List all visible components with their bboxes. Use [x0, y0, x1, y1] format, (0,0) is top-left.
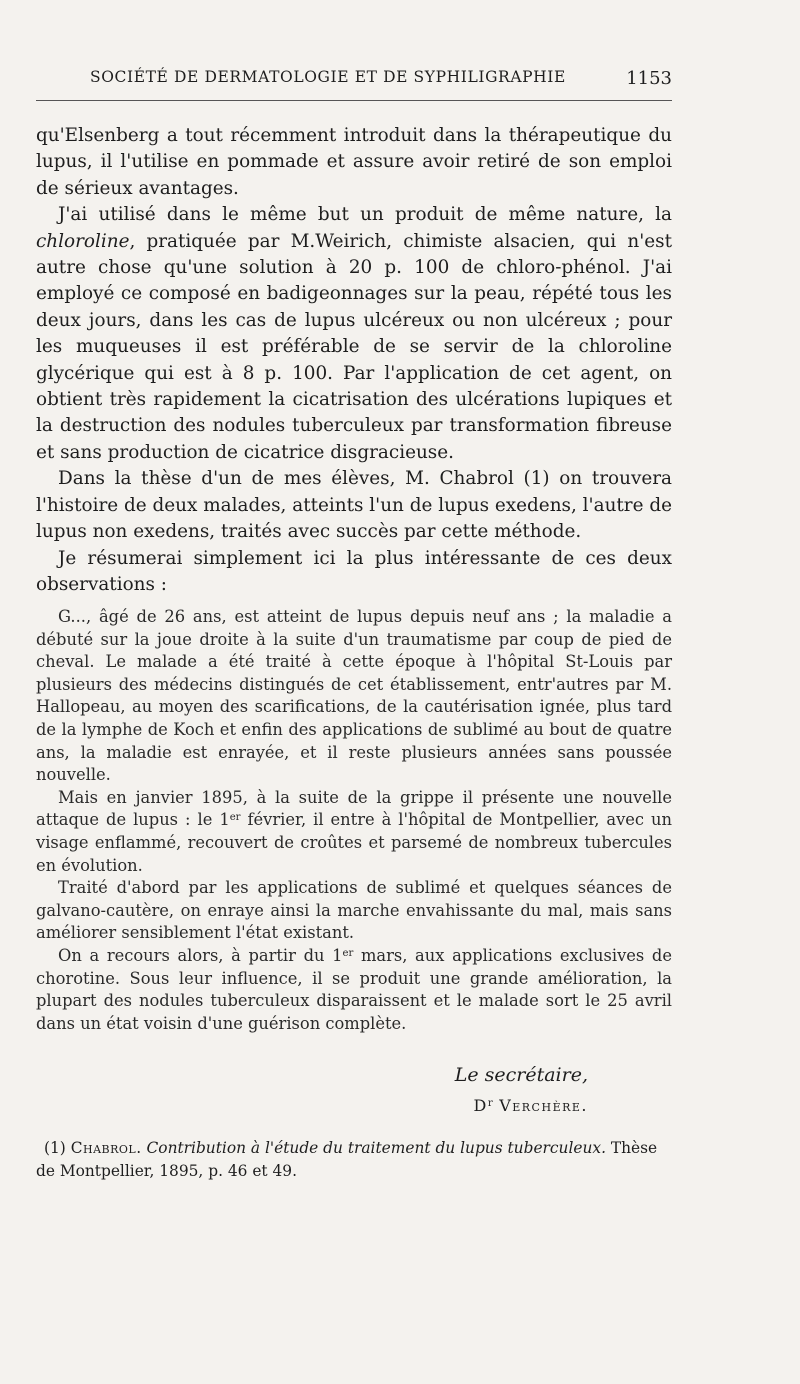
footnote-line: de Montpellier, 1895, p. 46 et 49.	[36, 1162, 297, 1180]
footnote-title: Contribution à l'étude du traitement du lupus tuberculeux.	[146, 1139, 606, 1157]
paragraph: Je résumerai simplement ici la plus intéressante de ces deux observations :	[36, 547, 672, 595]
footnote	[36, 1137, 672, 1183]
paragraph: qu'Elsenberg a tout récemment introduit dans la thérapeutique du lupus, il l'utilise en pommade et assure avoir retiré de son emploi de sérieux avantages.	[36, 125, 672, 199]
paragraph: Mais en janvier 1895, à la suite de la grippe il présente une nouvelle attaque de lupus : le 1er février, il entre à l'hôpital de Montpellier, avec un visage enflammé, recouvert de croûtes et parsemé de nombreux tubercules en évolution.	[36, 787, 672, 875]
paragraph: Dans la thèse d'un de mes élèves, M. Chabrol (1) on trouvera l'histoire de deux malades, atteints l'un de lupus exedens, l'autre de lupus non exedens, traités avec succès par cette méthode.	[36, 468, 672, 543]
signer-role: Le secrétaire,	[454, 1064, 588, 1086]
signature-block	[455, 1064, 588, 1115]
signer-name: $D^r$ Verchère.	[473, 1096, 588, 1115]
running-title: SOCIÉTÉ DE DERMATOLOGIE ET DE SYPHILIGRAPHIE	[90, 68, 566, 86]
header-rule	[36, 100, 672, 101]
paragraph: Traité d'abord par les applications de sublimé et quelques séances de galvano-cautère, on enraye ainsi la marche envahissante du mal, mais sans améliorer sensiblement l'état existant.	[36, 878, 672, 943]
body-text	[36, 123, 672, 598]
paragraph: J'ai utilisé dans le même but un produit de même nature, la chloroline, pratiquée par M.Weirich, chimiste alsacien, qui n'est autre chose qu'une solution à 20 p. 100 de chloro-phénol. J'ai employé ce composé en badigeonnages sur la peau, répété tous les deux jours, dans les cas de lupus ulcéreux ou non ulcéreux ; pour les muqueuses il est préférable de se servir de la chloroline glycérique qui est à 8 p. 100. Par l'application de cet agent, on obtient très rapidement la cicatrisation des ulcérations lupiques et la destruction des nodules tuberculeux par transformation fibreuse et sans production de cicatrice disgracieuse.	[36, 204, 672, 463]
paragraph: G..., âgé de 26 ans, est atteint de lupus depuis neuf ans ; la maladie a débuté sur la joue droite à la suite d'un traumatisme par coup de pied de cheval. Le malade a été traité à cette époque à l'hôpital St-Louis par plusieurs des médecins distingués de cet établissement, entr'autres par M. Hallopeau, au moyen des scarifications, de la cautérisation ignée, plus tard de la lymphe de Koch et enfin des applications de sublimé au bout de quatre ans, la maladie est enrayée, et il reste plusieurs années sans poussée nouvelle.	[36, 607, 672, 785]
page-number: 1153	[626, 68, 672, 89]
paragraph: On a recours alors, à partir du 1er mars, aux applications exclusives de chorotine. Sous leur influence, il se produit une grande amélioration, la plupart des nodules tuberculeux disparaissent et le malade sort le 25 avril dans un état voisin d'une guérison complète.	[36, 945, 672, 1033]
footnote-marker: (1)	[44, 1139, 66, 1157]
footnote-author: Chabrol.	[70, 1139, 142, 1157]
footnote-line: (1) Chabrol. Contribution à l'étude du traitement du lupus tuberculeux. Thèse	[44, 1139, 658, 1157]
observation-text	[36, 606, 672, 1035]
emphasis: chloroline	[36, 230, 130, 252]
